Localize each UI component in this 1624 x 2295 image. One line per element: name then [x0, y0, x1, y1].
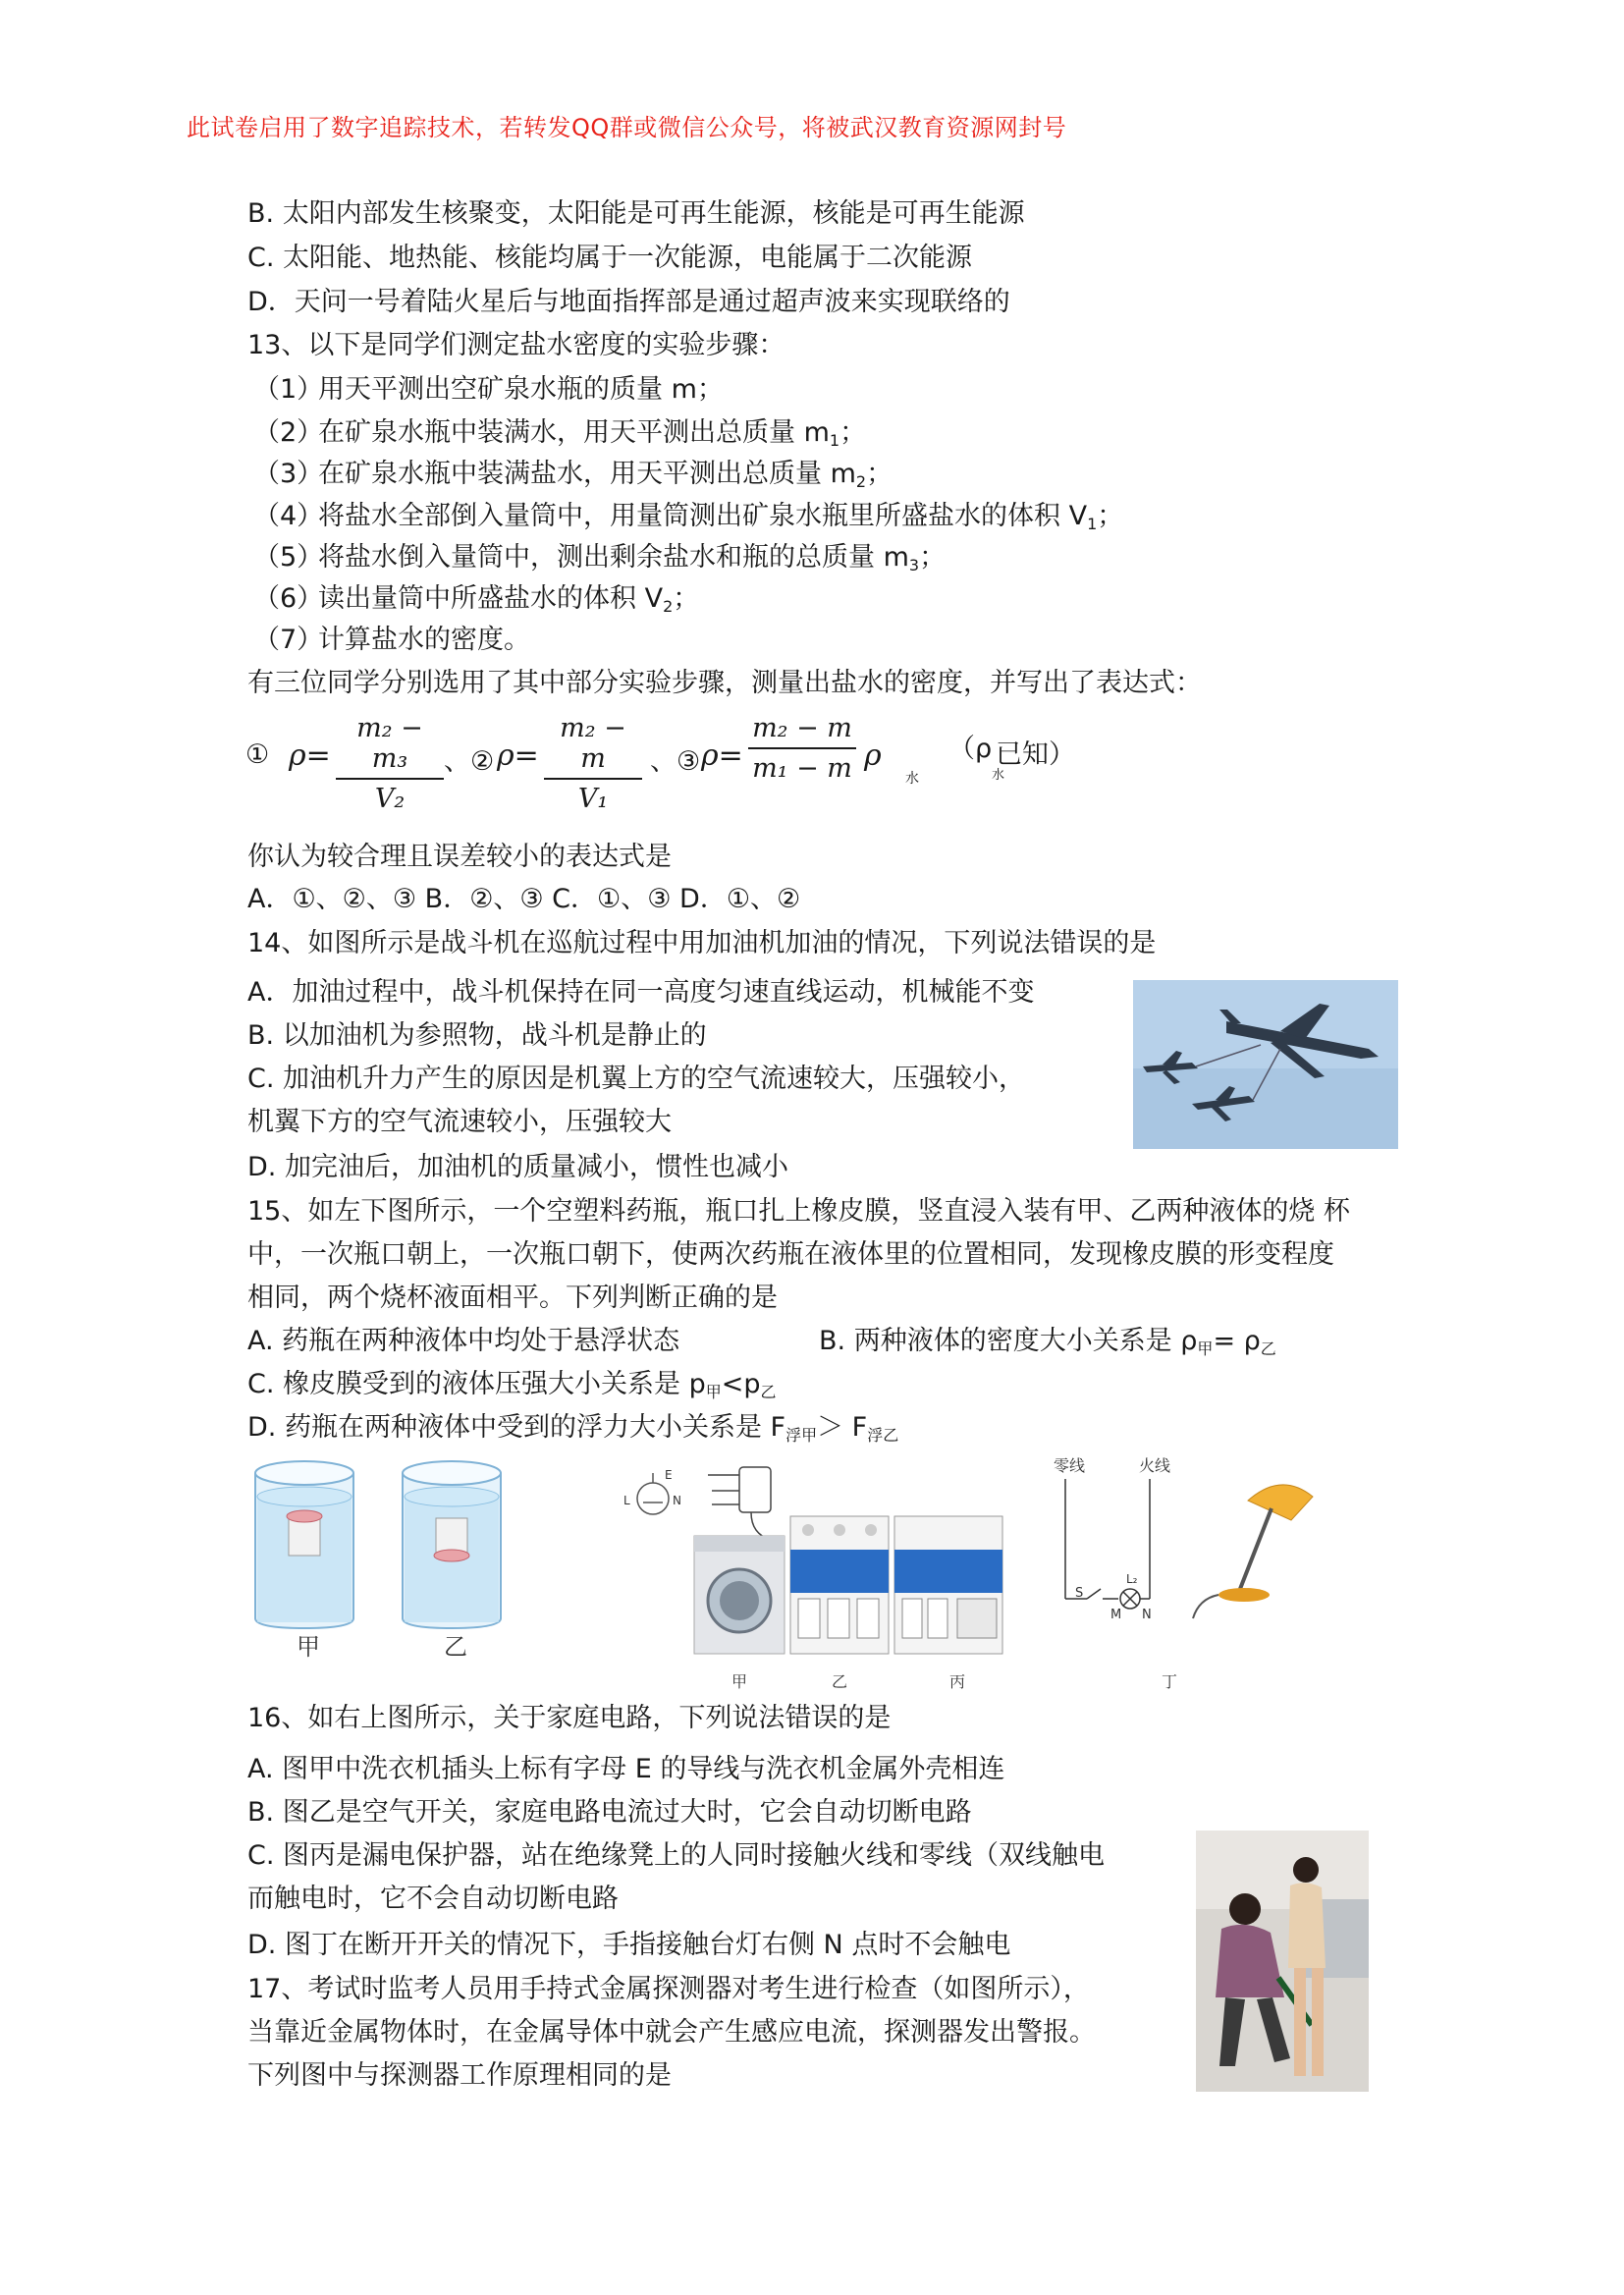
plug-drawing-icon [708, 1467, 771, 1540]
neutral-wire-label: 零线 [1054, 1456, 1086, 1475]
refueling-aircraft-photo [1133, 980, 1398, 1149]
point-m-label: M [1110, 1608, 1122, 1622]
q14-option-a: A．加油过程中，战斗机保持在同一高度匀速直线运动，机械能不变 [247, 977, 1035, 1008]
plug-l-label: L [623, 1494, 630, 1507]
rho-water: ρ [864, 738, 882, 773]
circuit-ding-label: 丁 [1162, 1672, 1178, 1691]
subscript: 浮甲 [785, 1426, 818, 1445]
rho-known-subscript: 水 [992, 768, 1005, 783]
q15-option-d [247, 1412, 898, 1451]
step-number: （7） [253, 625, 324, 655]
beaker-jia [255, 1461, 353, 1661]
plug-symbol-icon [623, 1468, 681, 1514]
subscript: 甲 [705, 1383, 722, 1401]
fraction-bar [336, 778, 444, 780]
fraction-bar [544, 778, 642, 780]
q13-step-4 [253, 501, 1123, 540]
step-tail: ； [839, 417, 867, 448]
q16-stem: 16、如右上图所示，关于家庭电路，下列说法错误的是 [247, 1703, 892, 1733]
formula-2-numerator: m₂ − m [560, 713, 626, 774]
step-tail: ； [866, 459, 893, 489]
plug-n-label: N [673, 1494, 681, 1507]
metal-detector-photo [1196, 1831, 1369, 2092]
q15-option-b [819, 1326, 1276, 1365]
q15-line2: 中，一次瓶口朝上，一次瓶口朝下，使两次药瓶在液体里的位置相同，发现橡皮膜的形变程度 [247, 1239, 1334, 1270]
q15-option-a: A. 药瓶在两种液体中均处于悬浮状态 [247, 1326, 680, 1356]
step-text: 读出量筒中所盛盐水的体积 V [318, 583, 664, 614]
q13-options: A．①、②、③ B．②、③ C．①、③ D．①、② [247, 884, 801, 914]
q17-line3: 下列图中与探测器工作原理相同的是 [247, 2060, 672, 2091]
step-text: 在矿泉水瓶中装满盐水，用天平测出总质量 m [318, 459, 856, 489]
step-number: （4） [253, 501, 324, 531]
q13-step-3 [253, 459, 893, 498]
household-circuit-figure [604, 1451, 1365, 1697]
q12-option-c: C. 太阳能、地热能、核能均属于一次能源，电能属于二次能源 [247, 243, 973, 273]
step-tail: ； [919, 542, 947, 573]
desk-lamp-icon [1162, 1485, 1313, 1691]
q14-option-b: B. 以加油机为参照物，战斗机是静止的 [247, 1020, 707, 1051]
live-wire-label: 火线 [1139, 1456, 1171, 1475]
step-tail: ； [1097, 501, 1124, 531]
beaker-jia-label: 甲 [297, 1633, 320, 1661]
q14-stem: 14、如图所示是战斗机在巡航过程中用加油机加油的情况，下列说法错误的是 [247, 928, 1157, 958]
q16-option-a: A. 图甲中洗衣机插头上标有字母 E 的导线与洗衣机金属外壳相连 [247, 1754, 1005, 1784]
step-number: （1） [253, 374, 324, 405]
rho-water-subscript: 水 [905, 771, 919, 787]
step-subscript: 2 [663, 597, 674, 616]
tracking-warning-banner: 此试卷启用了数字追踪技术，若转发QQ群或微信公众号，将被武汉教育资源网封号 [187, 114, 1067, 141]
step-number: （5） [253, 542, 324, 573]
step-subscript: 2 [855, 472, 867, 491]
formula-3-rho: ρ= [701, 738, 743, 773]
formula-2-fraction [544, 713, 642, 814]
formula-separator-2: 、② [444, 746, 495, 777]
q15-line3: 相同，两个烧杯液面相平。下列判断正确的是 [247, 1283, 778, 1313]
q13-formulas [245, 713, 1129, 821]
rho-known-label: （ρ [948, 734, 993, 764]
circuit-bing-label: 丙 [949, 1672, 966, 1691]
q12-option-b: B. 太阳内部发生核聚变，太阳能是可再生能源，核能是可再生能源 [247, 198, 1025, 229]
q17-line1: 17、考试时监考人员用手持式金属探测器对考生进行检查（如图所示）， [247, 1974, 1090, 2004]
beaker-yi-label: 乙 [444, 1633, 467, 1661]
q13-step-5 [253, 542, 946, 581]
q15-option-c [247, 1369, 777, 1408]
q16-option-b: B. 图乙是空气开关，家庭电路电流过大时，它会自动切断电路 [247, 1797, 972, 1828]
q13-step-2 [253, 417, 866, 457]
formula-3-fraction [748, 713, 856, 784]
step-subscript: 1 [829, 431, 840, 450]
circuit-yi-label: 乙 [832, 1672, 848, 1691]
q17-line2: 当靠近金属物体时，在金属导体中就会产生感应电流，探测器发出警报。 [247, 2017, 1096, 2048]
q13-stem: 13、以下是同学们测定盐水密度的实验步骤： [247, 330, 785, 360]
step-subscript: 1 [1087, 515, 1098, 533]
q14-option-d: D. 加完油后，加油机的质量减小，惯性也减小 [247, 1152, 788, 1182]
lamp-circuit-diagram [1054, 1456, 1170, 1622]
step-subscript: 3 [908, 556, 920, 574]
point-n-label: N [1142, 1608, 1152, 1622]
formula-3-numerator: m₂ − m [752, 713, 852, 743]
washing-machine-icon [694, 1536, 785, 1691]
q13-step-7 [253, 625, 530, 656]
formula-1-denominator: V₂ [374, 784, 406, 814]
q15-line1: 15、如左下图所示，一个空塑料药瓶，瓶口扎上橡皮膜，竖直浸入装有甲、乙两种液体的烧 杯 [247, 1196, 1350, 1227]
q15-option-c-text: C. 橡皮膜受到的液体压强大小关系是 p [247, 1369, 706, 1399]
formula-1-numerator: m₂ − m₃ [356, 713, 423, 774]
fraction-bar [748, 747, 856, 749]
q16-option-d: D. 图丁在断开开关的情况下，手指接触台灯右侧 N 点时不会触电 [247, 1930, 1011, 1960]
formula-1-rho: ρ= [289, 738, 331, 773]
q13-intro: 有三位同学分别选用了其中部分实验步骤，测量出盐水的密度，并写出了表达式： [247, 668, 1202, 698]
formula-2-rho: ρ= [497, 738, 539, 773]
q16-option-c-line2: 而触电时，它不会自动切断电路 [247, 1884, 619, 1914]
q13-question: 你认为较合理且误差较小的表达式是 [247, 842, 672, 872]
q13-step-6 [253, 583, 699, 623]
step-number: （3） [253, 459, 324, 489]
q15-option-b-mid: = ρ [1213, 1326, 1261, 1356]
step-text: 将盐水全部倒入量筒中，用量筒测出矿泉水瓶里所盛盐水的体积 V [318, 501, 1088, 531]
q15-option-c-mid: <p [721, 1369, 761, 1399]
lamp-l2-label: L₂ [1126, 1572, 1138, 1586]
q16-option-c-line1: C. 图丙是漏电保护器，站在绝缘凳上的人同时接触火线和零线（双线触电 [247, 1840, 1106, 1871]
leakage-protector-icon [894, 1516, 1002, 1691]
subscript: 乙 [760, 1383, 777, 1401]
subscript: 浮乙 [867, 1426, 899, 1445]
formula-3-denominator: m₁ − m [752, 753, 852, 784]
formula-2-denominator: V₁ [577, 784, 609, 814]
step-tail: ； [673, 583, 700, 614]
q13-step-1 [253, 374, 724, 406]
beaker-yi [403, 1461, 501, 1661]
q14-option-c-line2: 机翼下方的空气流速较小，压强较大 [247, 1107, 672, 1137]
q15-option-b-text: B. 两种液体的密度大小关系是 ρ [819, 1326, 1198, 1356]
air-switch-icon [790, 1516, 889, 1691]
step-number: （6） [253, 583, 324, 614]
q12-option-d: D．天问一号着陆火星后与地面指挥部是通过超声波来实现联络的 [247, 287, 1010, 317]
q14-option-c-line1: C. 加油机升力产生的原因是机翼上方的空气流速较大，压强较小， [247, 1064, 1026, 1094]
circuit-jia-label: 甲 [731, 1672, 748, 1691]
step-text: 计算盐水的密度。 [318, 625, 530, 655]
beakers-figure [245, 1453, 520, 1669]
q15-option-d-text: D. 药瓶在两种液体中受到的浮力大小关系是 F [247, 1412, 786, 1443]
step-text: 在矿泉水瓶中装满水，用天平测出总质量 m [318, 417, 830, 448]
subscript: 乙 [1260, 1339, 1276, 1358]
formula-separator-3: 、③ [650, 746, 701, 777]
step-number: （2） [253, 417, 324, 448]
step-text: 将盐水倒入量筒中，测出剩余盐水和瓶的总质量 m [318, 542, 909, 573]
formula-1-fraction [336, 713, 444, 814]
switch-s-label: S [1075, 1586, 1084, 1601]
rho-known-tail: 已知） [996, 739, 1075, 770]
formula-1-label: ① [245, 739, 270, 770]
q15-option-d-mid: ＞ F [817, 1412, 868, 1443]
subscript: 甲 [1197, 1339, 1214, 1358]
plug-e-label: E [665, 1468, 673, 1482]
step-text: 用天平测出空矿泉水瓶的质量 m； [318, 374, 724, 405]
